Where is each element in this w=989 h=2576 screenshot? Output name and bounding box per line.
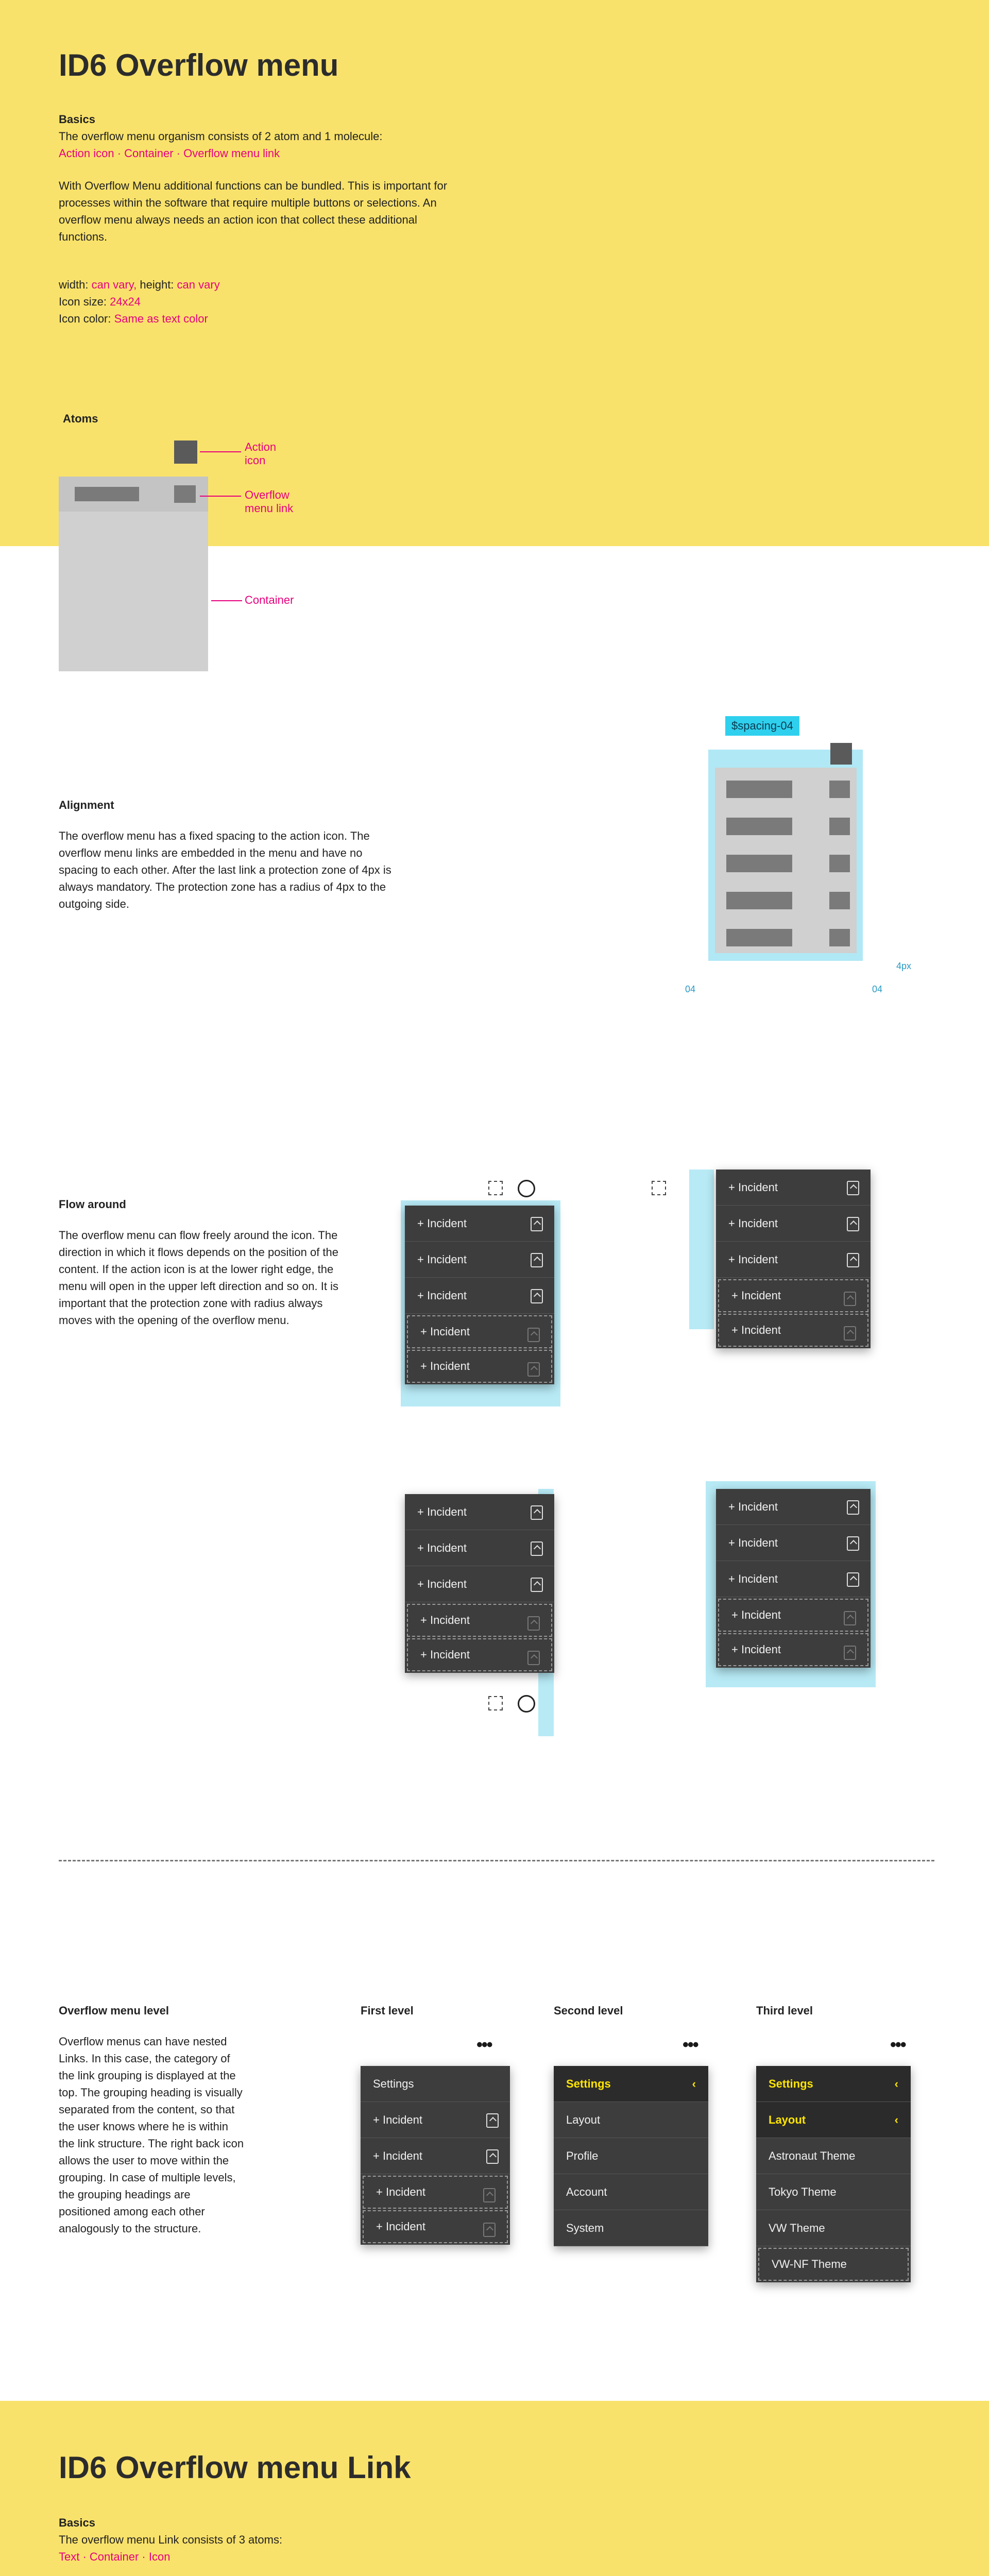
back-icon[interactable]: ‹ <box>894 2077 898 2090</box>
edit-icon <box>531 1253 543 1267</box>
basics-parts: Action icon · Container · Overflow menu link <box>59 147 280 160</box>
flow-heading: Flow around <box>59 1198 126 1211</box>
menu-item[interactable]: + Incident <box>718 1633 868 1666</box>
menu-item[interactable]: + Incident <box>405 1530 554 1566</box>
first-level-menu <box>361 2066 510 2245</box>
menu-item[interactable]: + Incident <box>405 1278 554 1314</box>
divider <box>59 1860 934 1861</box>
label-container: Container <box>245 594 294 606</box>
basics-line: The overflow menu organism consists of 2 atom and 1 molecule: <box>59 130 383 143</box>
label-menu-link: Overflow menu link <box>245 488 294 515</box>
level-block <box>59 2004 244 2237</box>
pointer-line <box>200 496 241 497</box>
menu-item[interactable]: + Incident <box>407 1604 552 1637</box>
edit-icon <box>531 1541 543 1556</box>
menu-heading[interactable]: Settings ‹ <box>756 2066 911 2102</box>
menu-heading[interactable]: Settings ‹ <box>554 2066 708 2102</box>
edit-icon <box>531 1289 543 1303</box>
third-level-heading: Third level <box>756 2004 813 2017</box>
more-icon[interactable]: ••• <box>890 2035 906 2055</box>
back-icon[interactable]: ‹ <box>894 2113 898 2126</box>
menu-item[interactable]: + Incident <box>405 1566 554 1602</box>
expand-icon[interactable] <box>488 1181 503 1195</box>
link-title: ID6 Overflow menu Link <box>59 2450 411 2485</box>
menu-item[interactable]: + Incident <box>718 1279 868 1312</box>
menu-heading[interactable]: Settings <box>361 2066 510 2102</box>
alignment-block <box>59 799 399 912</box>
page-title: ID6 Overflow menu <box>59 48 339 82</box>
menu-item[interactable]: VW-NF Theme <box>758 2248 909 2281</box>
menu-item[interactable]: + Incident <box>363 2176 508 2209</box>
alignment-heading: Alignment <box>59 799 114 811</box>
menu-subheading[interactable]: Layout ‹ <box>756 2102 911 2138</box>
edit-icon <box>847 1181 859 1195</box>
action-icon[interactable] <box>518 1695 535 1713</box>
edit-icon <box>527 1651 540 1665</box>
alignment-action-icon <box>830 743 852 765</box>
expand-icon[interactable] <box>652 1181 666 1195</box>
edit-icon <box>844 1292 856 1306</box>
alignment-text: The overflow menu has a fixed spacing to the action icon. The overflow menu links are embedded in the menu and have no spacing to each other. After the last link a protection zone of 4px is always mandatory. The protection zone has a radius of 4px to the outgoing side. <box>59 829 391 910</box>
second-level-heading: Second level <box>554 2004 623 2017</box>
second-level-menu <box>554 2066 708 2246</box>
basics-block <box>59 111 450 327</box>
overflow-menu <box>716 1170 871 1348</box>
basics-description: With Overflow Menu additional functions can be bundled. This is important for processes within the software that require multiple buttons or selections. An overflow menu always needs an action icon that collect these additional functions. <box>59 179 448 243</box>
more-icon[interactable]: ••• <box>476 2035 492 2055</box>
flow-text: The overflow menu can flow freely around the icon. The direction in which it flows depends on the position of the content. If the action icon is at the lower right edge, the menu will open in the upper left direction and so on. It is important that the protection zone with radius always moves with the opening of the overflow menu. <box>59 1229 338 1327</box>
more-icon[interactable]: ••• <box>683 2035 698 2055</box>
menu-item[interactable]: VW Theme <box>756 2210 911 2246</box>
action-icon[interactable] <box>518 1180 535 1197</box>
menu-link-icon-bar <box>174 485 196 503</box>
expand-icon[interactable] <box>488 1696 503 1710</box>
menu-item[interactable]: Tokyo Theme <box>756 2174 911 2210</box>
menu-item[interactable]: + Incident <box>407 1638 552 1671</box>
level-text: Overflow menus can have nested Links. In this case, the category of the link grouping is displayed at the top. The grouping heading is visually separated from the content, so that the user knows where he is within the link structure. The right back icon allows the user to move within the grouping. In case of multiple levels, the grouping headings are positioned among each other analogously to the structure. <box>59 2035 244 2235</box>
protection-zone <box>689 1170 714 1329</box>
third-level-menu <box>756 2066 911 2282</box>
menu-item[interactable]: + Incident <box>363 2210 508 2243</box>
edit-icon <box>844 1326 856 1341</box>
pointer-line <box>200 451 241 452</box>
edit-icon <box>527 1362 540 1377</box>
edit-icon <box>847 1217 859 1231</box>
label-04-left: 04 <box>685 984 696 994</box>
label-04-right: 04 <box>872 984 883 994</box>
link-basics-block <box>59 2514 450 2576</box>
menu-item[interactable]: Account <box>554 2174 708 2210</box>
first-level-heading: First level <box>361 2004 414 2017</box>
edit-icon <box>844 1611 856 1625</box>
menu-item[interactable]: System <box>554 2210 708 2246</box>
action-icon-atom <box>174 440 197 464</box>
link-basics-heading: Basics <box>59 2516 95 2529</box>
overflow-menu <box>716 1489 871 1668</box>
menu-item[interactable]: + Incident <box>716 1206 871 1242</box>
icon-size-line: Icon size: 24x24 <box>59 295 141 308</box>
edit-icon <box>844 1646 856 1660</box>
menu-link-text-bar <box>75 487 139 501</box>
overflow-menu <box>405 1494 554 1673</box>
menu-item[interactable]: Astronaut Theme <box>756 2138 911 2174</box>
edit-icon <box>531 1217 543 1231</box>
icon-color-line: Icon color: Same as text color <box>59 312 208 325</box>
pointer-line <box>211 600 242 601</box>
menu-item[interactable]: + Incident <box>405 1206 554 1242</box>
spacing-tag: $spacing-04 <box>725 716 799 736</box>
edit-icon <box>531 1505 543 1520</box>
edit-icon <box>527 1616 540 1631</box>
menu-item[interactable]: + Incident <box>405 1242 554 1278</box>
basics-heading: Basics <box>59 113 95 126</box>
flow-block <box>59 1198 347 1329</box>
edit-icon <box>531 1578 543 1592</box>
label-action-icon: Action icon <box>245 440 277 467</box>
menu-item[interactable]: + Incident <box>361 2102 510 2138</box>
menu-item[interactable]: + Incident <box>716 1489 871 1525</box>
link-basics-parts: Text · Container · Icon <box>59 2550 170 2563</box>
edit-icon <box>847 1500 859 1515</box>
link-basics-line: The overflow menu Link consists of 3 atoms: <box>59 2533 283 2546</box>
label-4px: 4px <box>896 961 912 971</box>
edit-icon <box>847 1572 859 1587</box>
menu-item[interactable]: + Incident <box>718 1314 868 1347</box>
edit-icon <box>486 2149 499 2164</box>
menu-item[interactable]: Profile <box>554 2138 708 2174</box>
menu-item[interactable]: Layout <box>554 2102 708 2138</box>
menu-item[interactable]: + Incident <box>716 1170 871 1206</box>
menu-item[interactable]: + Incident <box>718 1599 868 1632</box>
edit-icon <box>483 2223 496 2237</box>
level-heading: Overflow menu level <box>59 2004 169 2017</box>
size-line: width: can vary, height: can vary <box>59 278 220 291</box>
edit-icon <box>527 1328 540 1342</box>
edit-icon <box>486 2113 499 2128</box>
menu-item[interactable]: + Incident <box>361 2138 510 2174</box>
menu-item[interactable]: + Incident <box>716 1525 871 1561</box>
menu-item[interactable]: + Incident <box>407 1315 552 1348</box>
menu-item[interactable]: + Incident <box>716 1242 871 1278</box>
alignment-rows <box>726 781 850 966</box>
menu-item[interactable]: + Incident <box>716 1561 871 1597</box>
edit-icon <box>847 1253 859 1267</box>
atoms-heading: Atoms <box>63 412 98 425</box>
edit-icon <box>483 2188 496 2202</box>
menu-item[interactable]: + Incident <box>407 1350 552 1383</box>
menu-item[interactable]: + Incident <box>405 1494 554 1530</box>
edit-icon <box>847 1536 859 1551</box>
overflow-menu <box>405 1206 554 1384</box>
back-icon[interactable]: ‹ <box>692 2077 696 2090</box>
